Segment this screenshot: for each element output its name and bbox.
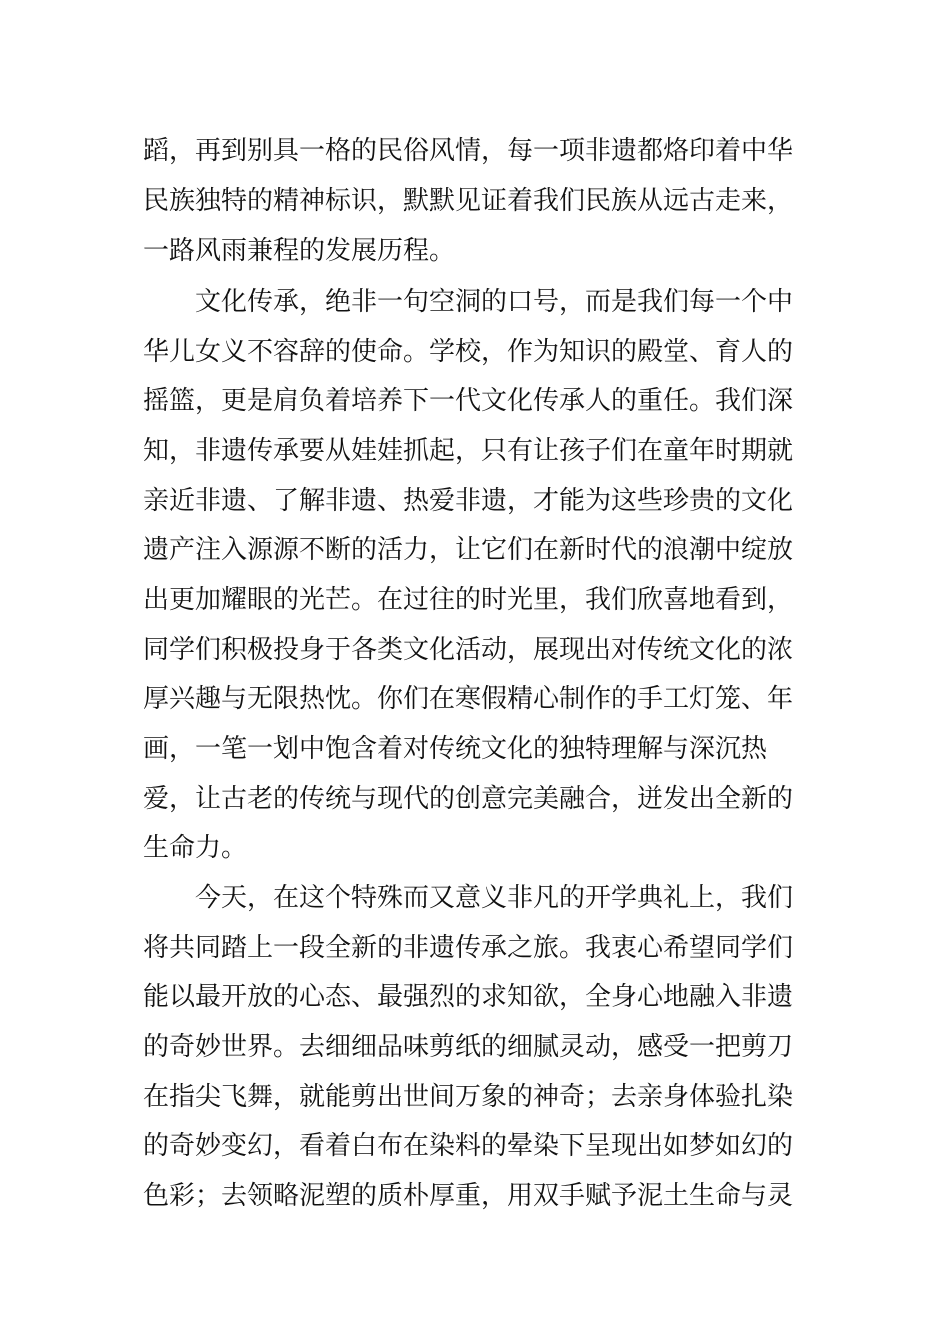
text-line: 在指尖飞舞，就能剪出世间万象的神奇；去亲身体验扎染 — [143, 1082, 794, 1112]
text-line: 民族独特的精神标识，默默见证着我们民族从远古走来， — [143, 186, 794, 216]
text-line: 能以最开放的心态、最强烈的求知欲，全身心地融入非遗 — [143, 982, 794, 1012]
paragraph-first-line: 文化传承，绝非一句空洞的口号，而是我们每一个中 — [195, 287, 794, 317]
text-line: 知，非遗传承要从娃娃抓起，只有让孩子们在童年时期就 — [143, 436, 794, 466]
text-line: 色彩；去领略泥塑的质朴厚重，用双手赋予泥土生命与灵 — [143, 1181, 794, 1211]
text-line: 画，一笔一划中饱含着对传统文化的独特理解与深沉热 — [143, 734, 768, 764]
text-line: 同学们积极投身于各类文化活动，展现出对传统文化的浓 — [143, 635, 794, 665]
text-line: 蹈，再到别具一格的民俗风情，每一项非遗都烙印着中华 — [143, 136, 794, 166]
text-line: 亲近非遗、了解非遗、热爱非遗，才能为这些珍贵的文化 — [143, 486, 794, 516]
text-line: 将共同踏上一段全新的非遗传承之旅。我衷心希望同学们 — [143, 933, 794, 963]
text-line: 的奇妙世界。去细细品味剪纸的细腻灵动，感受一把剪刀 — [143, 1032, 794, 1062]
text-line: 华儿女义不容辞的使命。学校，作为知识的殿堂、育人的 — [143, 337, 794, 367]
text-line: 生命力。 — [143, 833, 248, 863]
text-line: 爱，让古老的传统与现代的创意完美融合，迸发出全新的 — [143, 784, 794, 814]
text-line: 出更加耀眼的光芒。在过往的时光里，我们欣喜地看到， — [143, 585, 794, 615]
text-line: 摇篮，更是肩负着培养下一代文化传承人的重任。我们深 — [143, 386, 794, 416]
paragraph-first-line: 今天，在这个特殊而又意义非凡的开学典礼上，我们 — [195, 883, 794, 913]
text-line: 一路风雨兼程的发展历程。 — [143, 236, 456, 266]
text-line: 厚兴趣与无限热忱。你们在寒假精心制作的手工灯笼、年 — [143, 684, 794, 714]
text-line: 的奇妙变幻，看着白布在染料的晕染下呈现出如梦如幻的 — [143, 1131, 794, 1161]
text-line: 遗产注入源源不断的活力，让它们在新时代的浪潮中绽放 — [143, 535, 794, 565]
